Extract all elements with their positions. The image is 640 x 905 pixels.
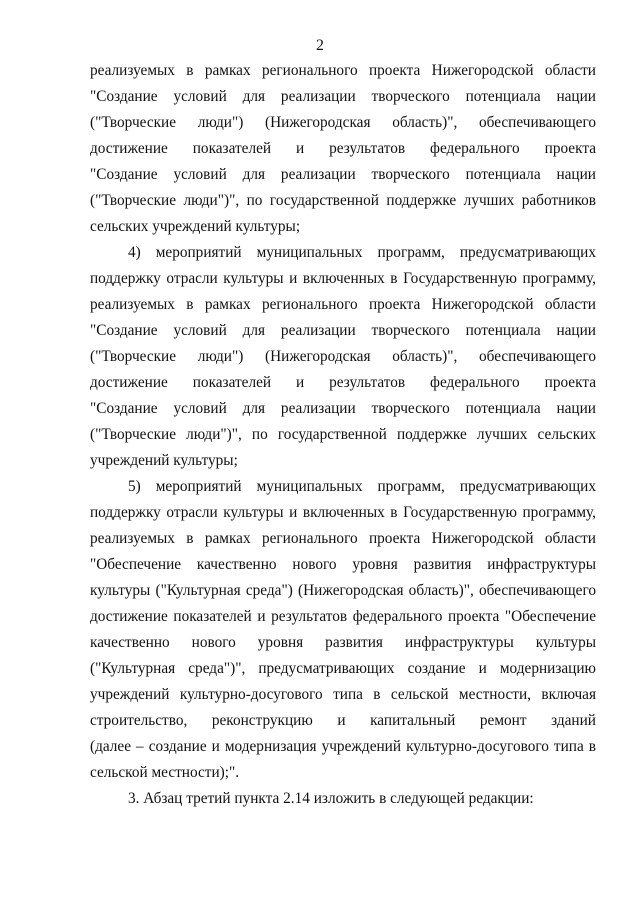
text-line: строительство, реконструкцию и капитальный ремонт зданий: [90, 712, 596, 729]
text-line: ("Творческие люди") (Нижегородская область)", обеспечивающего: [90, 114, 596, 131]
text-line: реализуемых в рамках регионального проекта Нижегородской области: [90, 530, 596, 547]
text-line: "Создание условий для реализации творческого потенциала нации: [90, 166, 596, 183]
text-line: ("Творческие люди")", по государственной поддержке лучших сельских: [90, 426, 596, 443]
text-line: 5) мероприятий муниципальных программ, предусматривающих: [128, 478, 596, 495]
text-line: поддержку отрасли культуры и включенных в Государственную программу,: [90, 504, 596, 521]
text-line: поддержку отрасли культуры и включенных в Государственную программу,: [90, 270, 596, 287]
text-line: качественно нового уровня развития инфраструктуры культуры: [90, 634, 596, 651]
text-line: "Создание условий для реализации творческого потенциала нации: [90, 400, 596, 417]
text-line: достижение показателей и результатов федерального проекта "Обеспечение: [90, 608, 596, 625]
text-line: 3. Абзац третий пункта 2.14 изложить в следующей редакции:: [128, 790, 534, 807]
text-line: реализуемых в рамках регионального проекта Нижегородской области: [90, 296, 596, 313]
text-line: учреждений культурно-досугового типа в сельской местности, включая: [90, 686, 596, 703]
text-line: (далее – создание и модернизация учреждений культурно-досугового типа в: [90, 738, 596, 755]
text-line: "Создание условий для реализации творческого потенциала нации: [90, 322, 596, 339]
text-line: сельских учреждений культуры;: [90, 218, 301, 235]
text-line: достижение показателей и результатов федерального проекта: [90, 374, 596, 391]
text-line: 4) мероприятий муниципальных программ, предусматривающих: [128, 244, 596, 261]
document-body: [90, 58, 596, 812]
text-line: сельской местности);".: [90, 764, 240, 781]
text-line: ("Творческие люди") (Нижегородская область)", обеспечивающего: [90, 348, 596, 365]
text-line: ("Культурная среда")", предусматривающих создание и модернизацию: [90, 660, 596, 677]
text-line: культуры ("Культурная среда") (Нижегородская область)", обеспечивающего: [90, 582, 596, 599]
text-line: достижение показателей и результатов федерального проекта: [90, 140, 596, 157]
text-line: ("Творческие люди")", по государственной поддержке лучших работников: [90, 192, 596, 209]
text-line: "Обеспечение качественно нового уровня развития инфраструктуры: [90, 556, 596, 573]
page-number: 2: [316, 37, 324, 54]
text-line: реализуемых в рамках регионального проекта Нижегородской области: [90, 62, 596, 79]
text-line: "Создание условий для реализации творческого потенциала нации: [90, 88, 596, 105]
text-line: учреждений культуры;: [90, 452, 238, 469]
